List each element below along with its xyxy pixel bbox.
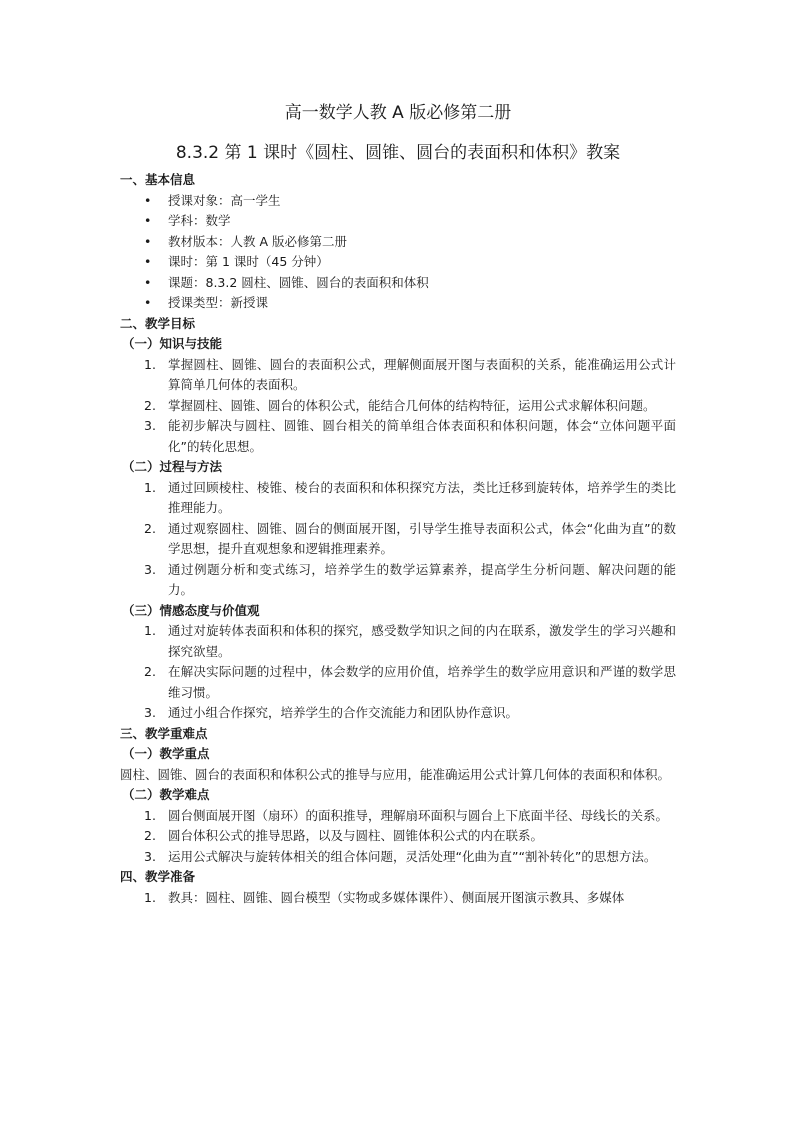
attitude-list xyxy=(120,621,676,724)
list-item: 1. 通过对旋转体表面积和体积的探究，感受数学知识之间的内在联系，激发学生的学习兴趣和探究欲望。 xyxy=(144,623,676,659)
document-content xyxy=(120,100,676,908)
section-key-points-heading: 三、教学重难点 xyxy=(120,725,208,741)
preparation-list xyxy=(120,888,676,909)
list-item: • 授课类型：新授课 xyxy=(144,293,676,314)
objectives-knowledge-heading: （一）知识与技能 xyxy=(122,336,223,351)
list-item: • 课题：8.3.2 圆柱、圆锥、圆台的表面积和体积 xyxy=(144,273,676,294)
bullet-icon: • xyxy=(144,233,152,249)
bullet-icon: • xyxy=(144,213,152,228)
list-item: 3. 通过小组合作探究，培养学生的合作交流能力和团队协作意识。 xyxy=(144,705,519,720)
list-item: 3. 通过例题分析和变式练习，培养学生的数学运算素养，提高学生分析问题、解决问题的能力。 xyxy=(144,561,676,597)
basic-info-list xyxy=(120,191,676,314)
list-item: • 学科：数学 xyxy=(144,211,676,232)
list-item: 1. 圆台侧面展开图（扇环）的面积推导，理解扇环面积与圆台上下底面半径、母线长的关系。 xyxy=(144,807,669,823)
bullet-icon: • xyxy=(144,192,152,208)
knowledge-list xyxy=(120,355,676,458)
section-preparation-heading: 四、教学准备 xyxy=(120,869,196,884)
list-item: • 教材版本：人教 A 版必修第二册 xyxy=(144,232,676,253)
difficulties-heading: （二）教学难点 xyxy=(122,787,210,802)
list-item: 3. 能初步解决与圆柱、圆锥、圆台相关的简单组合体表面积和体积问题，体会“立体问题平面化”的转化思想。 xyxy=(144,418,676,454)
document-title: 高一数学人教 A 版必修第二册 xyxy=(284,103,512,123)
objectives-attitude-heading: （三）情感态度与价值观 xyxy=(122,602,260,618)
list-item: 2. 通过观察圆柱、圆锥、圆台的侧面展开图，引导学生推导表面积公式，体会“化曲为直”的数学思想，提升直观想象和逻辑推理素养。 xyxy=(144,520,676,556)
list-item: • 授课对象：高一学生 xyxy=(144,191,676,212)
bullet-icon: • xyxy=(144,274,152,290)
list-item: • 课时：第 1 课时（45 分钟） xyxy=(144,252,676,273)
list-item: 2. 圆台体积公式的推导思路，以及与圆柱、圆锥体积公式的内在联系。 xyxy=(144,828,544,843)
section-basic-info-heading: 一、基本信息 xyxy=(120,172,196,187)
list-item: 1. 掌握圆柱、圆锥、圆台的表面积公式，理解侧面展开图与表面积的关系，能准确运用公式计算简单几何体的表面积。 xyxy=(144,356,676,392)
section-objectives-heading: 二、教学目标 xyxy=(120,315,196,331)
document-subtitle: 8.3.2 第 1 课时《圆柱、圆锥、圆台的表面积和体积》教案 xyxy=(175,143,621,163)
list-item: 2. 掌握圆柱、圆锥、圆台的体积公式，能结合几何体的结构特征，运用公式求解体积问题。 xyxy=(144,397,656,413)
list-item: 1. 教具：圆柱、圆锥、圆台模型（实物或多媒体课件）、侧面展开图演示教具、多媒体 xyxy=(144,889,625,905)
bullet-icon: • xyxy=(144,295,152,310)
difficulties-list xyxy=(120,806,676,868)
process-list xyxy=(120,478,676,601)
bullet-icon: • xyxy=(144,254,152,269)
list-item: 3. 运用公式解决与旋转体相关的组合体问题，灵活处理“化曲为直”“割补转化”的思想方法。 xyxy=(144,848,657,864)
key-points-text: 圆柱、圆锥、圆台的表面积和体积公式的推导与应用，能准确运用公式计算几何体的表面积和体积。 xyxy=(120,766,671,782)
list-item: 1. 通过回顾棱柱、棱锥、棱台的表面积和体积探究方法，类比迁移到旋转体，培养学生的类比推理能力。 xyxy=(144,479,676,515)
key-points-heading: （一）教学重点 xyxy=(122,746,210,761)
list-item: 2. 在解决实际问题的过程中，体会数学的应用价值，培养学生的数学应用意识和严谨的数学思维习惯。 xyxy=(144,664,676,700)
objectives-process-heading: （二）过程与方法 xyxy=(122,459,223,474)
